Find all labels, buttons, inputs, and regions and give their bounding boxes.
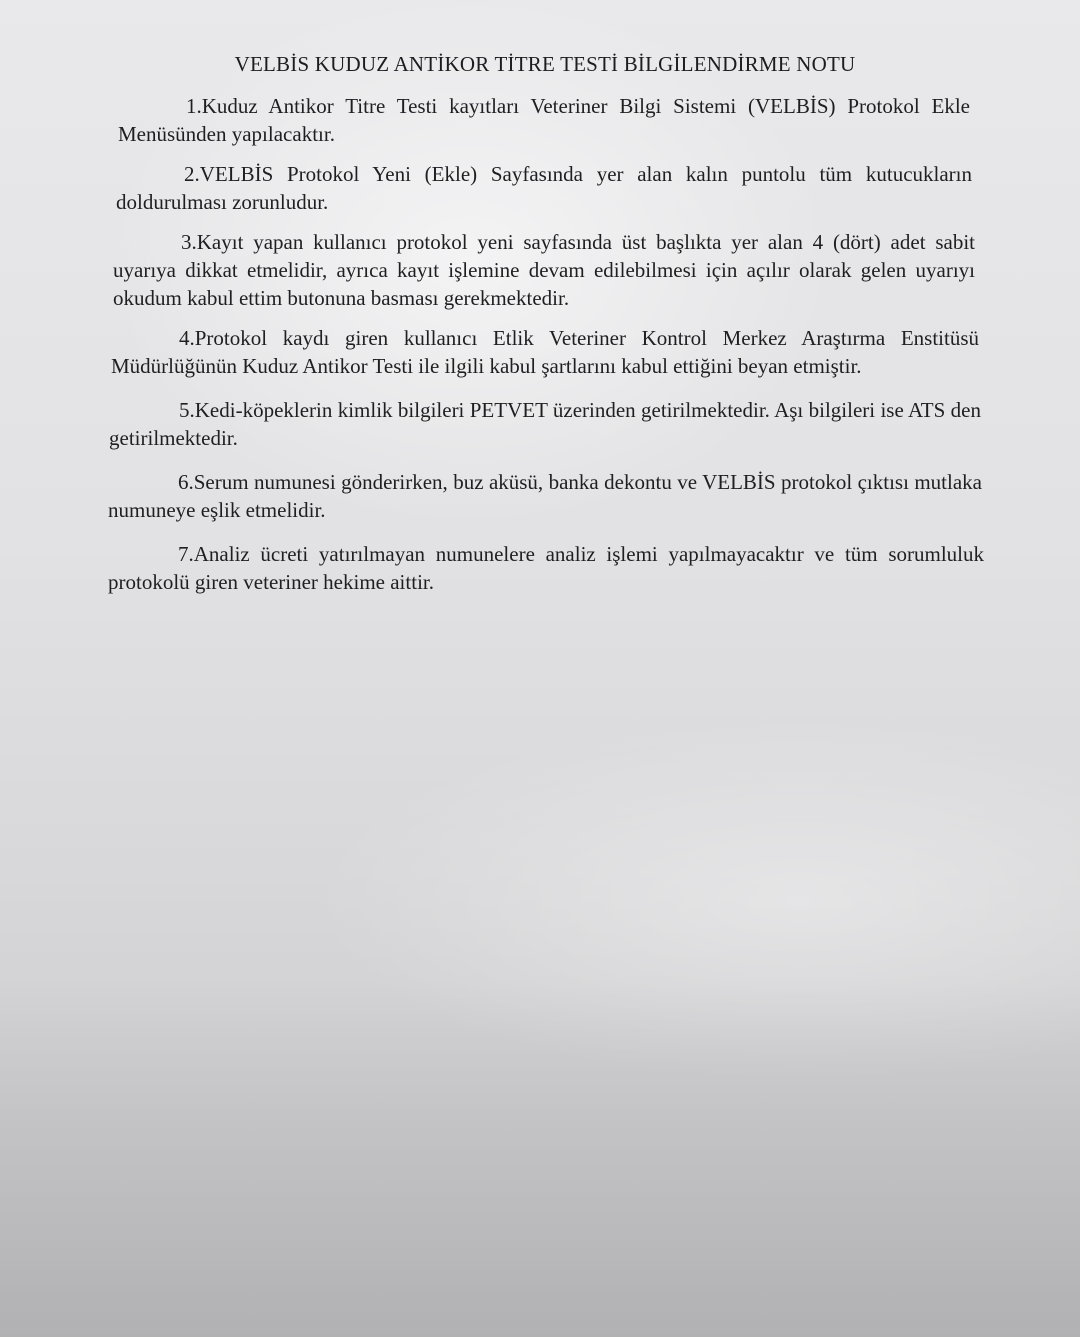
paragraph-3: 3.Kayıt yapan kullanıcı protokol yeni sayfasında üst başlıkta yer alan 4 (dört) adet sabit uyarıya dikkat etmelidir, ayrıca kayıt işlemine devam edilebilmesi için açılır olarak gelen uyarıyı okudum kabul ettim butonuna basması gerekmektedir. xyxy=(113,230,975,310)
paragraph-5: 5.Kedi-köpeklerin kimlik bilgileri PETVET üzerinden getirilmektedir. Aşı bilgileri ise ATS den getirilmektedir. xyxy=(109,398,981,450)
paragraph-4: 4.Protokol kaydı giren kullanıcı Etlik Veteriner Kontrol Merkez Araştırma Enstitüsü Müdürlüğünün Kuduz Antikor Testi ile ilgili kabul şartlarını kabul ettiğini beyan etmiştir. xyxy=(111,326,979,378)
paragraph-6: 6.Serum numunesi gönderirken, buz aküsü, banka dekontu ve VELBİS protokol çıktısı mutlaka numuneye eşlik etmelidir. xyxy=(108,470,982,522)
paragraph-7: 7.Analiz ücreti yatırılmayan numunelere analiz işlemi yapılmayacaktır ve tüm sorumluluk protokolü giren veteriner hekime aittir. xyxy=(108,542,984,594)
paragraph-2: 2.VELBİS Protokol Yeni (Ekle) Sayfasında yer alan kalın puntolu tüm kutucukların doldurulması zorunludur. xyxy=(116,162,972,214)
paragraph-1: 1.Kuduz Antikor Titre Testi kayıtları Veteriner Bilgi Sistemi (VELBİS) Protokol Ekle Menüsünden yapılacaktır. xyxy=(118,94,970,146)
page-shadow xyxy=(0,980,1080,1337)
document-title: VELBİS KUDUZ ANTİKOR TİTRE TESTİ BİLGİLENDİRME NOTU xyxy=(234,52,856,76)
